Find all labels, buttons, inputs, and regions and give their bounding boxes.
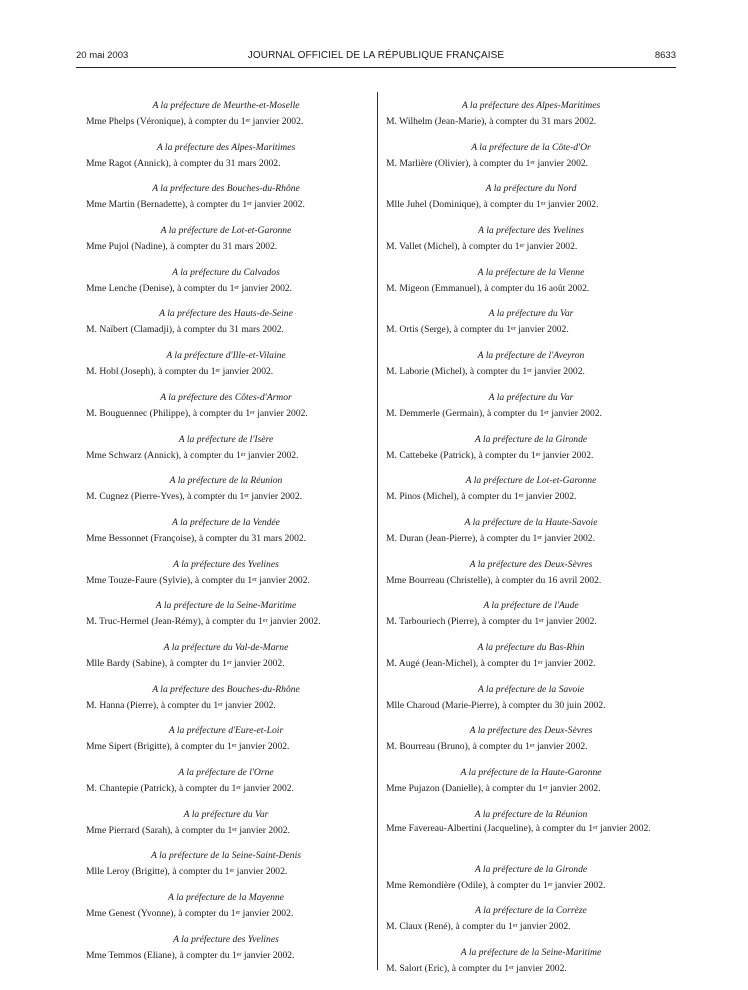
appointee-line: M. Salort (Eric), à compter du 1er janvier 2002.: [386, 963, 567, 975]
prefecture-heading: A la préfecture de la Seine-Maritime: [460, 947, 602, 959]
column-divider: [377, 92, 378, 970]
appointment-entry: [86, 597, 366, 639]
appointee-line: Mlle Juhel (Dominique), à compter du 1er janvier 2002.: [386, 199, 599, 211]
right-column: [386, 97, 676, 986]
appointment-entry: [386, 347, 676, 389]
appointee-line: Mme Phelps (Véronique), à compter du 1er janvier 2002.: [86, 116, 304, 127]
prefecture-heading: A la préfecture du Bas-Rhin: [477, 641, 585, 653]
appointee-line: Mme Lenche (Denise), à compter du 1er janvier 2002.: [86, 282, 293, 294]
prefecture-heading: A la préfecture de la Mayenne: [168, 892, 284, 904]
appointment-entry: [86, 139, 366, 181]
prefecture-heading: A la préfecture des Yvelines: [478, 225, 584, 237]
appointee-line: Mlle Bardy (Sabine), à compter du 1er janvier 2002.: [86, 657, 285, 669]
prefecture-heading: A la préfecture de la Haute-Savoie: [464, 516, 598, 528]
appointment-entry: [86, 806, 366, 848]
appointment-entry: [386, 389, 676, 431]
appointee-line: M. Duran (Jean-Pierre), à compter du 1er janvier 2002.: [386, 532, 596, 544]
appointee-line: Mme Bessonnet (Françoise), à compter du 31 mars 2002.: [86, 532, 307, 544]
appointment-entry: [86, 681, 366, 723]
prefecture-heading: A la préfecture de la Corrèze: [475, 905, 587, 917]
prefecture-heading: A la préfecture des Bouches-du-Rhône: [152, 183, 300, 195]
appointment-entry: [86, 347, 366, 389]
appointment-entry: [386, 764, 676, 806]
prefecture-heading: A la préfecture des Bouches-du-Rhône: [152, 683, 300, 695]
prefecture-heading: A la préfecture de la Seine-Maritime: [155, 600, 297, 612]
appointee-line: Mme Sipert (Brigitte), à compter du 1er janvier 2002.: [86, 741, 290, 753]
appointment-entry: [386, 861, 676, 903]
appointment-entry: [86, 722, 366, 764]
appointment-entry: [386, 222, 676, 264]
prefecture-heading: A la préfecture d'Ille-et-Vilaine: [166, 350, 286, 362]
appointee-line: Mme Pujol (Nadine), à compter du 31 mars 2002.: [86, 241, 278, 253]
appointment-entry: [86, 180, 366, 222]
prefecture-heading: A la préfecture de la Réunion: [474, 808, 588, 820]
appointee-line: Mme Bourreau (Christelle), à compter du 16 avril 2002.: [386, 574, 602, 586]
appointment-entry: [386, 722, 676, 764]
prefecture-heading: A la préfecture des Deux-Sèvres: [469, 558, 593, 570]
appointee-line: Mme Martin (Bernadette), à compter du 1er janvier 2002.: [86, 199, 305, 211]
appointee-line: M. Marlière (Olivier), à compter du 1er janvier 2002.: [386, 157, 589, 169]
prefecture-heading: A la préfecture d'Eure-et-Loir: [168, 725, 284, 737]
appointee-line: M. Hobl (Joseph), à compter du 1er janvier 2002.: [86, 366, 274, 378]
appointee-line: M. Bouguennec (Philippe), à compter du 1er janvier 2002.: [86, 407, 308, 419]
left-column: [86, 97, 366, 972]
appointment-entry: [386, 944, 676, 986]
prefecture-heading: A la préfecture de l'Aude: [483, 600, 579, 612]
appointee-line: M. Augé (Jean-Michel), à compter du 1er janvier 2002.: [386, 657, 596, 669]
appointment-entry: [386, 514, 676, 556]
appointment-entry: [86, 472, 366, 514]
appointee-line: M. Cugnez (Pierre-Yves), à compter du 1er janvier 2002.: [86, 491, 303, 503]
prefecture-heading: A la préfecture de la Vendée: [172, 516, 280, 528]
appointment-entry: [86, 514, 366, 556]
prefecture-heading: A la préfecture de l'Isère: [178, 433, 274, 445]
appointment-entry: [86, 97, 366, 139]
appointee-line: Mme Pierrard (Sarah), à compter du 1er janvier 2002.: [86, 824, 290, 836]
appointee-line: M. Vallet (Michel), à compter du 1er janvier 2002.: [386, 241, 578, 253]
prefecture-heading: A la préfecture des Alpes-Maritimes: [156, 141, 296, 153]
prefecture-heading: A la préfecture des Hauts-de-Seine: [159, 308, 293, 320]
prefecture-heading: A la préfecture de Meurthe-et-Moselle: [152, 100, 300, 111]
prefecture-heading: A la préfecture des Alpes-Maritimes: [461, 100, 601, 111]
appointee-line: Mlle Leroy (Brigitte), à compter du 1er janvier 2002.: [86, 866, 288, 878]
appointee-line: Mme Genest (Yvonne), à compter du 1er janvier 2002.: [86, 908, 294, 920]
appointment-entry: [86, 305, 366, 347]
appointment-entry: [386, 556, 676, 598]
appointee-line: M. Ortis (Serge), à compter du 1er janvier 2002.: [386, 324, 569, 336]
appointee-line: M. Cattebeke (Patrick), à compter du 1er janvier 2002.: [386, 449, 594, 461]
appointment-entry: [386, 305, 676, 347]
appointee-line: Mme Temmos (Eliane), à compter du 1er janvier 2002.: [86, 949, 295, 961]
appointee-line: Mme Schwarz (Annick), à compter du 1er janvier 2002.: [86, 449, 299, 461]
prefecture-heading: A la préfecture de la Réunion: [169, 475, 283, 487]
appointee-line: Mme Favereau-Albertini (Jacqueline), à compter du 1er janvier 2002.: [386, 822, 651, 834]
appointee-line: M. Chantepie (Patrick), à compter du 1er janvier 2002.: [86, 783, 294, 794]
appointment-entry: [386, 806, 676, 861]
prefecture-heading: A la préfecture des Yvelines: [173, 933, 279, 945]
appointee-line: M. Pinos (Michel), à compter du 1er janvier 2002.: [386, 491, 577, 503]
appointment-entry: [386, 431, 676, 473]
appointment-entry: [386, 97, 676, 139]
appointee-line: M. Naïbert (Clamadji), à compter du 31 mars 2002.: [86, 324, 284, 336]
header-rule: [76, 67, 676, 68]
appointee-line: Mme Touze-Faure (Sylvie), à compter du 1er janvier 2002.: [86, 574, 310, 586]
prefecture-heading: A la préfecture de la Seine-Saint-Denis: [151, 850, 301, 862]
prefecture-heading: A la préfecture du Var: [183, 808, 269, 820]
prefecture-heading: A la préfecture du Nord: [485, 183, 577, 195]
appointment-entry: [86, 931, 366, 973]
prefecture-heading: A la préfecture des Yvelines: [173, 558, 279, 570]
appointment-entry: [386, 264, 676, 306]
appointment-entry: [86, 389, 366, 431]
appointee-line: M. Bourreau (Bruno), à compter du 1er janvier 2002.: [386, 741, 588, 753]
appointee-line: M. Wilhelm (Jean-Marie), à compter du 31 mars 2002.: [386, 116, 597, 127]
prefecture-heading: A la préfecture du Val-de-Marne: [163, 641, 289, 653]
prefecture-heading: A la préfecture des Deux-Sèvres: [469, 725, 593, 737]
prefecture-heading: A la préfecture de la Savoie: [477, 683, 585, 695]
prefecture-heading: A la préfecture de la Haute-Garonne: [460, 767, 602, 778]
appointment-entry: [86, 556, 366, 598]
prefecture-heading: A la préfecture du Var: [488, 308, 574, 320]
prefecture-heading: A la préfecture de la Vienne: [477, 266, 585, 278]
appointee-line: Mme Ragot (Annick), à compter du 31 mars 2002.: [86, 157, 281, 169]
prefecture-heading: A la préfecture de l'Orne: [178, 767, 274, 778]
appointee-line: M. Demmerle (Germain), à compter du 1er janvier 2002.: [386, 407, 602, 419]
appointment-entry: [386, 681, 676, 723]
appointee-line: Mme Pujazon (Danielle), à compter du 1er janvier 2002.: [386, 783, 601, 794]
appointee-line: M. Truc-Hermel (Jean-Rémy), à compter du 1er janvier 2002.: [86, 616, 321, 628]
appointment-entry: [86, 764, 366, 806]
prefecture-heading: A la préfecture de la Gironde: [474, 863, 588, 875]
appointee-line: M. Laborie (Michel), à compter du 1er janvier 2002.: [386, 366, 585, 378]
appointee-line: Mme Remondière (Odile), à compter du 1er janvier 2002.: [386, 879, 606, 891]
appointment-entry: [386, 472, 676, 514]
header-page-number: 8633: [654, 50, 676, 61]
appointee-line: Mlle Charoud (Marie-Pierre), à compter du 30 juin 2002.: [386, 699, 606, 711]
appointment-entry: [86, 847, 366, 889]
page-header: [76, 50, 676, 64]
prefecture-heading: A la préfecture du Var: [488, 391, 574, 403]
appointee-line: M. Hanna (Pierre), à compter du 1er janvier 2002.: [86, 699, 276, 711]
appointment-entry: [386, 139, 676, 181]
prefecture-heading: A la préfecture de la Gironde: [474, 433, 588, 445]
prefecture-heading: A la préfecture de Lot-et-Garonne: [160, 225, 292, 237]
prefecture-heading: A la préfecture de la Côte-d'Or: [471, 141, 591, 153]
header-title: JOURNAL OFFICIEL DE LA RÉPUBLIQUE FRANÇAISE: [247, 50, 505, 61]
appointee-line: M. Claux (René), à compter du 1er janvier 2002.: [386, 921, 571, 933]
header-date: 20 mai 2003: [76, 50, 129, 61]
appointee-line: M. Migeon (Emmanuel), à compter du 16 août 2002.: [386, 282, 590, 294]
appointment-entry: [86, 431, 366, 473]
appointment-entry: [386, 597, 676, 639]
appointment-entry: [386, 902, 676, 944]
appointment-entry: [386, 639, 676, 681]
prefecture-heading: A la préfecture de l'Aveyron: [477, 350, 585, 362]
appointment-entry: [86, 222, 366, 264]
appointment-entry: [86, 264, 366, 306]
prefecture-heading: A la préfecture des Côtes-d'Armor: [160, 391, 292, 403]
appointment-entry: [86, 639, 366, 681]
appointee-line: M. Tarbouriech (Pierre), à compter du 1er janvier 2002.: [386, 616, 597, 628]
prefecture-heading: A la préfecture du Calvados: [172, 266, 280, 278]
appointment-entry: [86, 889, 366, 931]
prefecture-heading: A la préfecture de Lot-et-Garonne: [465, 475, 597, 487]
appointment-entry: [386, 180, 676, 222]
